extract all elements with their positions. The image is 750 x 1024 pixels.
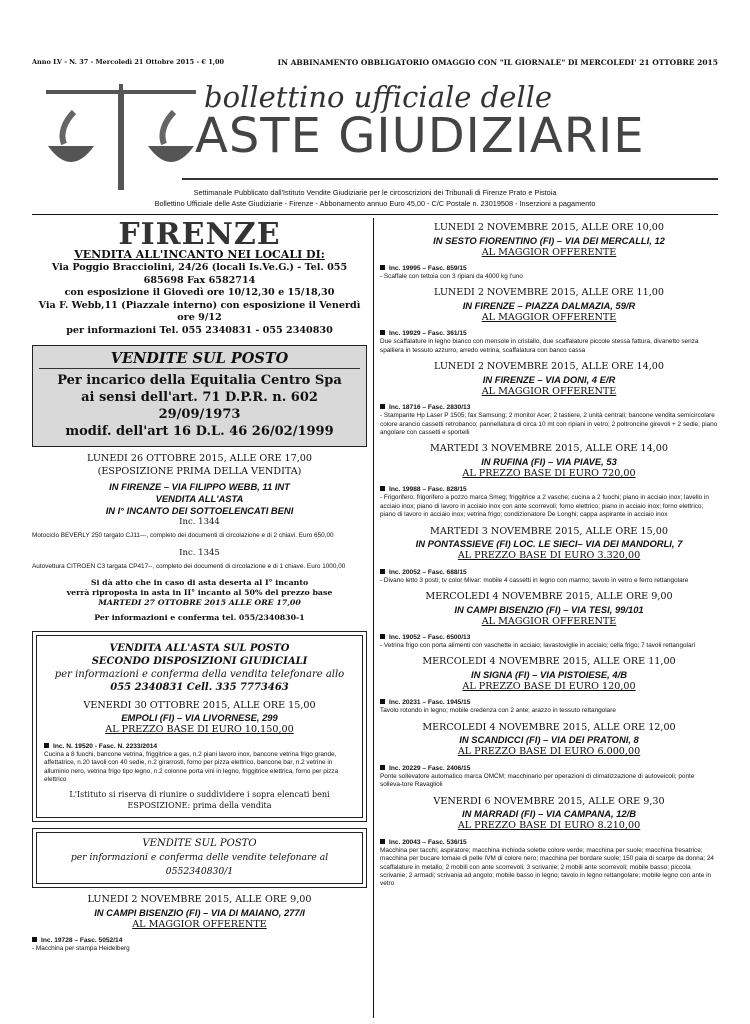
box2-footer-1: L'Istituto si riserva di riunire o suddividere i sopra elencati beni: [69, 790, 330, 800]
auction-date: MARTEDI 3 NOVEMBRE 2015, ALLE ORE 15,00: [430, 525, 668, 537]
vendita-asta-sul-posto-box: [36, 635, 363, 819]
auction-type: VENDITA ALL'ASTA: [155, 493, 244, 504]
box3-line-1: VENDITE SUL POSTO: [142, 838, 257, 850]
vendite-sul-posto-box-2: [36, 832, 363, 884]
address-2: con esposizione il Giovedì ore 10/12,30 e 15/18,30: [64, 287, 335, 298]
lot-number-label: Inc. 20052 – Fasc. 688/15: [389, 568, 467, 576]
box2-line-4: 055 2340831 Cell. 335 7773463: [110, 681, 289, 693]
lot-number: [380, 264, 718, 273]
auction-location: IN FIRENZE – VIA DONI, 4 E/R: [482, 373, 616, 385]
auction-block: [380, 591, 718, 650]
last-auction-lot-label: Inc. 19728 – Fasc. 5052/14: [41, 937, 123, 945]
lot-description: Ponte sollevatore automatico marca OMCM; macchinario per operazioni di climatizzazione di autoveicoli; ponte solleva-tore Ravaglioli: [380, 772, 695, 789]
lot-number-label: Inc. 19995 – Fasc. 859/15: [389, 265, 467, 272]
lot-number: [380, 698, 718, 707]
lot-number-2: Inc. 1345: [179, 548, 220, 559]
auction-block: [380, 722, 718, 790]
auction-location: IN FIRENZE – PIAZZA DALMAZIA, 59/R: [462, 299, 636, 311]
last-auction-lot: [32, 936, 367, 945]
lot-description: Tavolo rotondo in legno; mobile credenza con 2 ante; arazzo in tessuto rettangolare: [380, 707, 616, 715]
auction-date: LUNEDI 2 NOVEMBRE 2015, ALLE ORE 10,00: [433, 222, 665, 233]
header-rule: [32, 214, 718, 215]
bullet-square: [380, 569, 385, 574]
auction-type: AL PREZZO BASE DI EURO 3.320,00: [457, 550, 641, 562]
auction-note: (ESPOSIZIONE PRIMA DELLA VENDITA): [97, 465, 302, 477]
box2-lot-description: Cucina a 8 fuochi, bancone vetrina, friggitrice a gas, n.2 piani lavoro inox, bancone vetrina frigo grande, affettatrice, n.20 tavoli con 40 sedie, n.2 girarrosti, forno per pizza elettrico, bancone bar, n.2 vetrine in alluminio nero, vetrina frigo tipo legno, n.2 colonne porta vini in legno, friggitrice elettrica, forno per pizza elettrico: [44, 750, 339, 784]
auction-type: AL PREZZO BASE DI EURO 6.000,00: [457, 746, 641, 758]
note-1: Si dà atto che in caso di asta deserta al I° incanto: [90, 577, 309, 587]
box2-location: EMPOLI (FI) – VIA LIVORNESE, 299: [121, 712, 278, 724]
auction-type: AL MAGGIOR OFFERENTE: [481, 311, 617, 323]
auction-block: [380, 656, 718, 715]
auction-date: LUNEDI 26 OTTOBRE 2015, ALLE ORE 17,00: [87, 453, 312, 464]
bullet-square: [380, 330, 385, 335]
auction-location: IN SIGNA (FI) – VIA PISTOIESE, 4/B: [471, 668, 627, 680]
lot-number-label: Inc. 19052 – Fasc. 6500/13: [389, 634, 471, 642]
auction-type: AL MAGGIOR OFFERENTE: [481, 385, 617, 397]
auction-type: AL MAGGIOR OFFERENTE: [481, 615, 617, 627]
auction-date: LUNEDI 2 NOVEMBRE 2015, ALLE ORE 14,00: [433, 361, 665, 373]
lot-description-1: Motociclo BEVERLY 250 targato CJ11---, completo dei documenti di circolazione e di 2 chiavi. Euro 650,00: [32, 532, 334, 539]
lot-number-label: Inc. 18716 – Fasc. 2830/13: [389, 404, 471, 412]
box-heading: VENDITE SUL POSTO: [39, 350, 360, 369]
bullet-square: [380, 265, 385, 270]
lot-number-label: Inc. 20229 – Fasc. 2406/15: [389, 764, 471, 772]
auction-type: AL PREZZO BASE DI EURO 8.210,00: [457, 820, 641, 832]
lot-description: - Vetrina frigo con porta alimenti con vaschette in acciaio; lavastoviglie in acciaio; cella frigo; 7 tavoli rettangolari: [380, 642, 696, 650]
auction-type-2: IN I° INCANTO DEI SOTTOELENCATI BENI: [105, 505, 294, 516]
note-4: Per informazioni e conferma tel. 055/2340830-1: [94, 612, 305, 622]
sale-heading: VENDITA ALL'INCANTO NEI LOCALI DI:: [74, 248, 325, 261]
auction-location: IN FIRENZE – VIA FILIPPO WEBB, 11 INT: [109, 481, 290, 492]
column-divider: [373, 218, 374, 1018]
lot-number-label: Inc. 20043 – Fasc. 536/15: [389, 838, 467, 846]
mast-subtitle: bollettino ufficiale delle: [204, 80, 553, 114]
lot-description: Due scaffalature in legno bianco con mensole in cristallo, due scaffalature piccole stessa fattura, divanetto senza spalliera in tessuto azzurro, arredo vetrina, scaffalatura con banco cassa: [380, 338, 699, 354]
auction-date: MERCOLEDI 4 NOVEMBRE 2015, ALLE ORE 9,00: [425, 591, 673, 603]
lot-description: - Scaffale con tettoia con 3 ripiani da 4000 kg l'uno: [380, 273, 523, 280]
bullet-square: [380, 765, 385, 770]
auction-type: AL MAGGIOR OFFERENTE: [481, 246, 617, 258]
lot-description: - Stampante Hp Laser P 1505; fax Samsung; 2 monitor Acer; 2 tastiere, 2 unità centrali; bancone vendita semicircolare colore arancio cassetti retrobanco; pannellatura di circa 10 mt con ripiani in vetro; 2 poltroncine girevoli + 2 sedie; piano angolare con cassetti e sportelli: [380, 412, 718, 437]
bullet-square: [380, 404, 385, 409]
box2-date: VENERDI 30 OTTOBRE 2015, ALLE ORE 15,00: [83, 699, 316, 711]
auction-location: IN SESTO FIORENTINO (FI) – VIA DEI MERCALLI, 12: [433, 234, 665, 246]
supplement-line: IN ABBINAMENTO OBBLIGATORIO OMAGGIO CON "IL GIORNALE" DI MERCOLEDI' 21 OTTOBRE 2015: [277, 58, 718, 67]
info-line-1: Settimanale Pubblicato dall'Istituto Vendite Giudiziarie per le circoscrizioni dei Tribunali di Firenze Prato e Pistoia: [193, 188, 557, 197]
city-title: FIRENZE: [118, 218, 281, 252]
bullet-square: [44, 743, 49, 748]
auction-date: VENERDI 6 NOVEMBRE 2015, ALLE ORE 9,30: [433, 795, 665, 807]
mast-title: ASTE GIUDIZIARIE: [195, 108, 645, 164]
auction-block: [380, 443, 718, 519]
bullet-square: [380, 486, 385, 491]
box2-line-3: per informazioni e conferma della vendita telefonare allo: [54, 668, 345, 680]
lot-number-label: Inc. 19988 – Fasc. 828/15: [389, 486, 467, 494]
last-auction: [32, 894, 367, 953]
lot-number: [380, 329, 718, 338]
top-strip: [32, 58, 718, 72]
lot-number: [380, 633, 718, 642]
auction-type: AL PREZZO BASE DI EURO 120,00: [462, 680, 636, 692]
lot-description: - Frigorifero; frigorifero a pozzo marca Smeg; friggitrice a 2 vasche; cucina a 2 fuochi; piano in acciaio inox; lavello in acciaio inox; piano di lavoro in acciaio inox con ante scorrevoli; forno elettrico; piano in acciaio inox; forno elettrico; piano di lavoro in acciaio inox; vetrina frigo; condizionatore De Longhi; cappa aspirante in acciaio inox: [380, 494, 709, 519]
info-line-2: Bollettino Ufficiale delle Aste Giudiziarie - Firenze - Abbonamento annuo Euro 45,00 - C/C Postale n. 23019508 - Inserzioni a pagamento: [154, 198, 596, 208]
lot-description: - Divano letto 3 posti; tv color Mivar: mobile 4 cassetti in legno con marmo; tavolo in vetro e ferro rettangolare: [380, 576, 689, 584]
lot-number: [380, 838, 718, 847]
box2-type: AL PREZZO BASE DI EURO 10.150,00: [105, 724, 294, 736]
lot-description: Macchina per tacchi; aspiratore; macchina inchioda solette colore verde; macchina per suole; macchina fresatrice; macchina per bucare tomaie di pelle IVM di colore nero; macchina per bordare suole; 150 paia di scarpe da donna; 24 scaffalature in metallo; 2 mobili con ante scorrevoli; 3 scrivanie; 2 mobili ante scorrevoli; mobile basso; piccola scrivanie; 2 armadi; scrivania ad angolo; mobile basso in legno; tavolo in legno rettangolare; mobile legno con ante in vetro: [380, 846, 714, 888]
address-1: Via Poggio Bracciolini, 24/26 (locali Is.Ve.G.) - Tel. 055 685698 Fax 6582714: [51, 262, 348, 286]
auction-date: MARTEDI 3 NOVEMBRE 2015, ALLE ORE 14,00: [430, 443, 668, 455]
auction-date: MERCOLEDI 4 NOVEMBRE 2015, ALLE ORE 12,00: [422, 721, 676, 733]
bullet-square: [380, 839, 385, 844]
masthead: [32, 72, 718, 190]
box-line-2: ai sensi dell'art. 71 D.P.R. n. 602 29/09/1973: [81, 390, 318, 422]
right-column: [380, 218, 718, 1023]
left-column: [32, 218, 367, 1023]
auction-location: IN SCANDICCI (FI) – VIA DEI PRATONI, 8: [459, 734, 639, 746]
last-auction-description: - Macchina per stampa Heidelberg: [32, 945, 130, 953]
auction-block: [380, 222, 718, 281]
lot-number: [380, 485, 718, 494]
lot-description-2: Autovettura CITROEN C3 targata CP417--, completo dei documenti di circolazione e di 1 chiave. Euro 1000,00: [32, 563, 346, 571]
auction-block: [380, 526, 718, 585]
auction-block: [380, 287, 718, 355]
note-3: MARTEDI 27 OTTOBRE 2015 ALLE ORE 17,00: [98, 597, 301, 607]
box3-line-2: per informazioni e conferma delle vendite telefonare al 0552340830/1: [70, 852, 329, 878]
issue-line: Anno LV - N. 37 - Mercoledì 21 Ottobre 2015 - € 1,00: [32, 58, 225, 66]
auction-location: IN PONTASSIEVE (FI) LOC. LE SIECI– VIA DEI MANDORLI, 7: [415, 538, 683, 550]
box-line-3: modif. dell'art 16 D.L. 46 26/02/1999: [65, 424, 334, 439]
lot-number-1: Inc. 1344: [179, 517, 220, 527]
auction-block: [380, 796, 718, 889]
auction-location: IN CAMPI BISENZIO (FI) – VIA TESI, 99/101: [454, 603, 644, 615]
box2-footer-2: ESPOSIZIONE: prima della vendita: [127, 800, 272, 810]
box-line-1: Per incarico della Equitalia Centro Spa: [57, 373, 342, 388]
address-3: Via F. Webb,11 (Piazzale interno) con esposizione il Venerdì ore 9/12: [38, 299, 361, 323]
auction-date: MERCOLEDI 4 NOVEMBRE 2015, ALLE ORE 11,00: [422, 656, 676, 668]
auction-type: AL PREZZO BASE DI EURO 720,00: [462, 467, 636, 479]
box2-line-2: SECONDO DISPOSIZIONI GIUDICIALI: [91, 655, 308, 667]
vendite-sul-posto-box: [32, 345, 367, 447]
bullet-square: [380, 699, 385, 704]
bullet-square: [32, 937, 37, 942]
address-4: per informazioni Tel. 055 2340831 - 055 2340830: [66, 324, 333, 336]
last-auction-location: IN CAMPI BISENZIO (FI) – VIA DI MAIANO, 277/I: [94, 906, 305, 918]
auction-date: LUNEDI 2 NOVEMBRE 2015, ALLE ORE 11,00: [433, 287, 665, 299]
lot-number: [380, 568, 718, 577]
box2-lot-label: Inc. N. 19520 - Fasc. N. 2233/2014: [53, 742, 158, 750]
auction-location: IN RUFINA (FI) – VIA PIAVE, 53: [481, 455, 617, 467]
publication-info: [32, 188, 718, 209]
note-2: verrà riproposta in asta in II° incanto al 50% del prezzo base: [66, 587, 333, 597]
lot-number: [380, 403, 718, 412]
lot-number-label: Inc. 20231 – Fasc. 1945/15: [389, 699, 471, 707]
lot-number-label: Inc. 19929 – Fasc. 361/15: [389, 330, 467, 338]
auction-location: IN MARRADI (FI) – VIA CAMPANA, 12/B: [462, 808, 636, 820]
equitalia-sale: [32, 453, 367, 623]
box2-lot: [44, 742, 355, 751]
scales-of-justice-logo: [46, 82, 196, 194]
lot-number: [380, 764, 718, 773]
last-auction-date: LUNEDI 2 NOVEMBRE 2015, ALLE ORE 9,00: [87, 894, 312, 906]
auction-block: [380, 361, 718, 437]
box2-line-1: VENDITA ALL'ASTA SUL POSTO: [109, 642, 290, 654]
bullet-square: [380, 634, 385, 639]
mast-underline: [182, 178, 718, 180]
last-auction-type: AL MAGGIOR OFFERENTE: [132, 918, 267, 930]
